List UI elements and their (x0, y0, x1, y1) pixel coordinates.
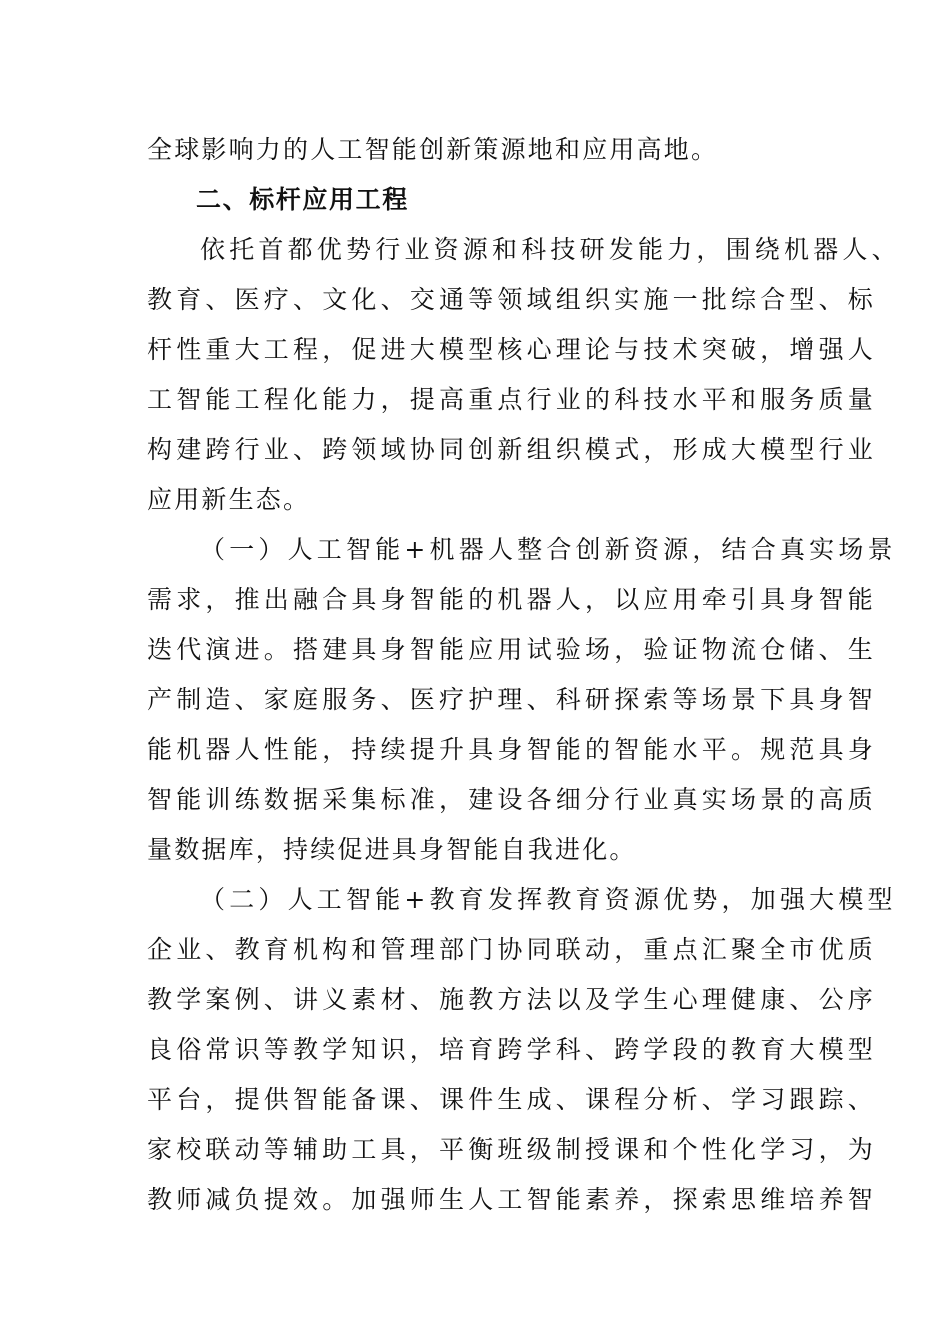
text-line: 良俗常识等教学知识，培育跨学科、跨学段的教育大模型 (147, 1035, 878, 1064)
text-line: 全球影响力的人工智能创新策源地和应用高地。 (147, 135, 719, 164)
text-line: 平台，提供智能备课、课件生成、课程分析、学习跟踪、 (147, 1085, 878, 1114)
text-line: 迭代演进。搭建具身智能应用试验场，验证物流仓储、生 (147, 635, 878, 664)
text-line: 需求，推出融合具身智能的机器人，以应用牵引具身智能 (147, 585, 878, 614)
text-line: 教学案例、讲义素材、施教方法以及学生心理健康、公序 (147, 985, 878, 1014)
text-line: 智能训练数据采集标准，建设各细分行业真实场景的高质 (147, 785, 878, 814)
text-line: 能机器人性能，持续提升具身智能的智能水平。规范具身 (147, 735, 878, 764)
text-line: 教育、医疗、文化、交通等领域组织实施一批综合型、标 (147, 285, 878, 314)
paragraph-first-line: 依托首都优势行业资源和科技研发能力，围绕机器人、 (200, 235, 901, 264)
text-line: 量数据库，持续促进具身智能自我进化。 (147, 835, 637, 864)
text-line: 教师减负提效。加强师生人工智能素养，探索思维培养智 (147, 1185, 878, 1214)
section-heading: 二、标杆应用工程 (196, 185, 409, 214)
subsection-first-line: （一）人工智能+机器人整合创新资源，结合真实场景 (200, 535, 897, 564)
text-line: 应用新生态。 (147, 485, 311, 514)
text-line: 工智能工程化能力，提高重点行业的科技水平和服务质量 (147, 385, 878, 414)
text-line: 产制造、家庭服务、医疗护理、科研探索等场景下具身智 (147, 685, 878, 714)
text-line: 企业、教育机构和管理部门协同联动，重点汇聚全市优质 (147, 935, 878, 964)
text-line: 构建跨行业、跨领域协同创新组织模式，形成大模型行业 (147, 435, 878, 464)
subsection-first-line: （二）人工智能+教育发挥教育资源优势，加强大模型 (200, 885, 897, 914)
text-line: 家校联动等辅助工具，平衡班级制授课和个性化学习，为 (147, 1135, 878, 1164)
text-line: 杆性重大工程，促进大模型核心理论与技术突破，增强人 (147, 335, 878, 364)
